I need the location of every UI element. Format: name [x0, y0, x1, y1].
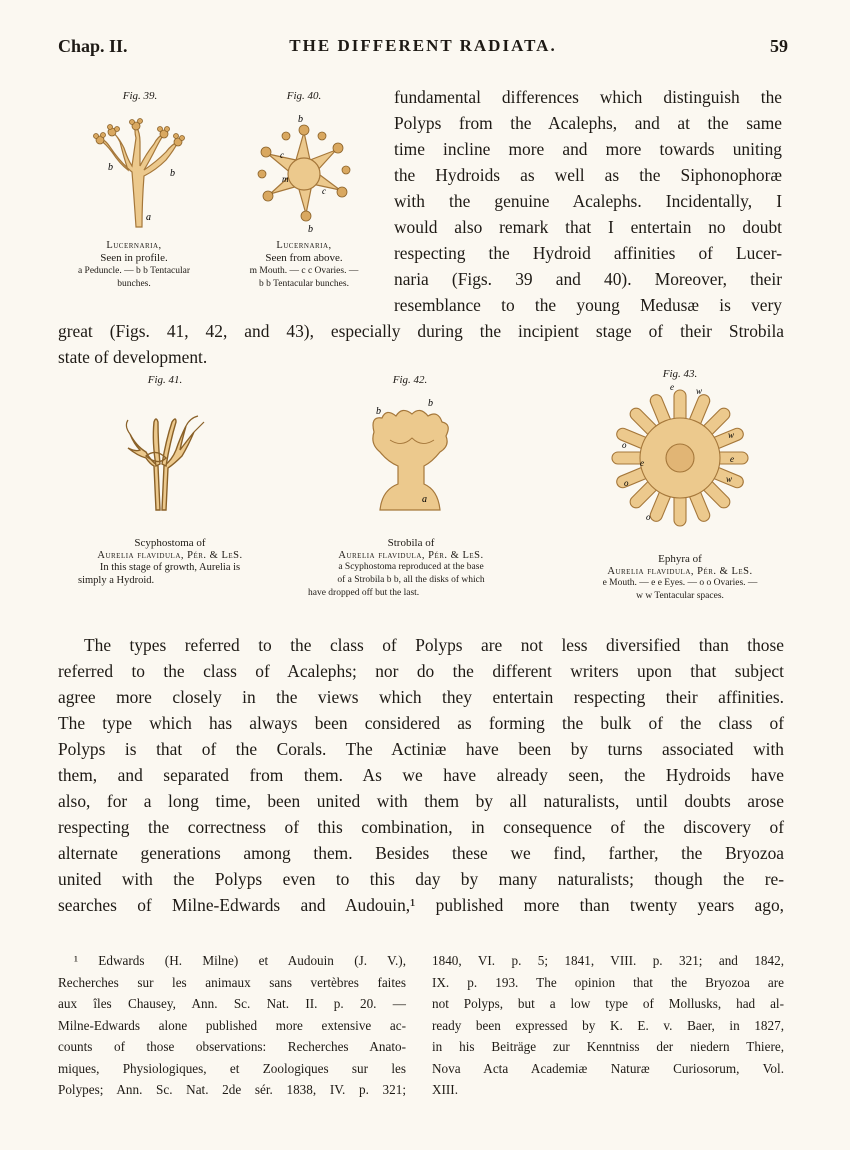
text-line: respecting the correctness of this combination, in consequence of the discovery of	[58, 817, 784, 837]
chapter-label: Chap. II.	[58, 36, 128, 56]
caption-subtitle: Seen in profile.	[100, 252, 168, 264]
footnote-line: Polypes; Ann. Sc. Nat. 2de sér. 1838, IV. p. 321;	[58, 1082, 406, 1097]
caption-note: e Mouth. — e e Eyes. — o o Ovaries. —	[602, 578, 758, 588]
figure-40	[236, 90, 372, 242]
text-line: agree more closely in the views which they entertain respecting their affinities.	[58, 687, 784, 707]
scyphostoma-illustration	[90, 386, 240, 516]
footnote-line: Recherches sur les animaux sans vertèbres faites	[58, 974, 406, 990]
caption-subtitle: Seen from above.	[265, 252, 343, 264]
figure-letter: o	[624, 478, 629, 488]
caption-name: Aurelia flavidula, Pér. & LeS.	[338, 550, 484, 561]
footnote-line: 1840, VI. p. 5; 1841, VIII. p. 321; and 1842,	[432, 953, 784, 968]
text-line: with the genuine Acalephs. Incidentally, I	[394, 191, 782, 211]
figure-letter: a	[422, 494, 427, 505]
text-line: referred to the class of Acalephs; nor do the different writers upon that subject	[58, 661, 784, 681]
footnote-line: counts of those observations: Recherches Anato-	[58, 1039, 406, 1054]
figure-letter: e	[670, 382, 674, 392]
figure-letter: c	[280, 150, 284, 160]
figure-39	[70, 90, 210, 242]
caption-note: have dropped off but the last.	[308, 588, 420, 598]
text-line: Polyps is that of the Corals. The Actiniæ have been by turns associated with	[58, 739, 784, 759]
figure-letter: b	[428, 398, 433, 409]
footnote-line: ready been expressed by K. E. v. Baer, in 1827,	[432, 1017, 784, 1033]
text-line: them, and separated from them. As we have already seen, the Hydroids have	[58, 765, 784, 785]
figure-letter: o	[622, 440, 627, 450]
caption-note: simply a Hydroid.	[78, 575, 155, 586]
running-header	[58, 36, 788, 60]
paragraph-continuation	[58, 318, 784, 370]
caption-name: Lucernaria,	[276, 240, 332, 251]
text-line: respecting the Hydroid affinities of Lucer-	[394, 243, 782, 263]
footnote-line: Milne-Edwards alone published more extensive ac-	[58, 1017, 406, 1033]
caption-note: a Peduncle. — b b Tentacular	[77, 266, 191, 276]
figure-40-caption	[226, 240, 382, 291]
paragraph-top-narrow	[394, 84, 782, 318]
figure-label: Fig. 39.	[122, 90, 158, 102]
text-line: state of development.	[58, 347, 208, 367]
footnote-line: Nova Acta Academiæ Naturæ Curiosorum, Vol.	[432, 1060, 784, 1076]
caption-title: Strobila of	[387, 537, 435, 549]
lucernaria-profile-illustration	[70, 102, 210, 242]
ephyra-illustration	[600, 380, 760, 530]
text-line: Polyps from the Acalephs, and at the same	[394, 113, 782, 133]
text-line: The types referred to the class of Polyps are not less diversified than those	[84, 635, 784, 655]
strobila-illustration	[340, 386, 480, 526]
text-line: searches of Milne-Edwards and Audouin,¹ published more than twenty years ago,	[58, 895, 784, 915]
caption-name: Lucernaria,	[106, 240, 162, 251]
figure-letter: b	[308, 224, 313, 235]
figure-39-caption	[54, 240, 214, 291]
footnote-line: not Polyps, but a low type of Mollusks, had al-	[432, 996, 784, 1011]
footnote-line: XIII.	[432, 1082, 458, 1097]
text-line: united with the Polyps even to this day by many naturalists; though the re-	[58, 869, 784, 889]
caption-note: w w Tentacular spaces.	[636, 591, 724, 601]
figure-43	[600, 368, 760, 530]
footnote-line: ¹ Edwards (H. Milne) et Audouin (J. V.),	[74, 953, 406, 968]
figure-letter: b	[298, 114, 303, 125]
figure-label: Fig. 42.	[392, 374, 428, 386]
text-line: also, for a long time, been united with them by all naturalists, until doubts arose	[58, 791, 784, 811]
figure-42	[340, 374, 480, 526]
caption-name: Aurelia flavidula, Pér. & LeS.	[97, 550, 243, 561]
text-line: time incline more and more towards uniting	[394, 139, 782, 159]
paragraph-polyps-types	[58, 632, 784, 918]
text-line: The type which has always been considered as forming the bulk of the class of	[58, 713, 784, 733]
figure-letter: o	[646, 512, 651, 522]
caption-title: Ephyra of	[658, 553, 702, 565]
caption-name: Aurelia flavidula, Pér. & LeS.	[607, 566, 753, 577]
caption-note: In this stage of growth, Aurelia is	[99, 562, 241, 573]
figure-letter: w	[726, 474, 733, 484]
caption-note: b b Tentacular bunches.	[259, 279, 349, 289]
figure-letter: b	[170, 168, 175, 179]
footnote-left-column	[58, 950, 406, 1101]
figure-letter: a	[146, 212, 151, 223]
caption-note: bunches.	[117, 279, 151, 289]
text-line: resemblance to the young Medusæ is very	[394, 295, 782, 315]
footnote-line: miques, Physiologiques, et Zoologiques sur les	[58, 1060, 406, 1076]
figure-letter: e	[730, 454, 734, 464]
page-number: 59	[770, 36, 788, 56]
figure-letter: w	[728, 430, 735, 440]
figure-41	[90, 374, 240, 516]
figure-label: Fig. 40.	[286, 90, 322, 102]
text-line: fundamental differences which distinguish the	[394, 87, 782, 107]
footnote-line: aux îles Chausey, Ann. Sc. Nat. II. p. 20. —	[58, 996, 406, 1011]
text-line: the Hydroids as well as the Siphonophoræ	[394, 165, 782, 185]
figure-letter: b	[108, 162, 113, 173]
text-line: would also remark that I entertain no doubt	[394, 217, 782, 237]
lucernaria-above-illustration	[236, 102, 372, 242]
figure-letter: b	[376, 406, 381, 417]
figure-letter: m	[282, 174, 289, 184]
text-line: naria (Figs. 39 and 40). Moreover, their	[394, 269, 782, 289]
caption-note: m Mouth. — c c Ovaries. —	[249, 266, 359, 276]
figure-41-caption	[60, 536, 280, 587]
caption-note: a Scyphostoma reproduced at the base	[338, 562, 484, 572]
footnote-line: IX. p. 193. The opinion that the Bryozoa are	[432, 974, 784, 990]
figure-label: Fig. 41.	[147, 374, 183, 386]
footnote-line: in his Beiträge zur Kenntniss der niedern Thiere,	[432, 1039, 784, 1054]
figure-letter: w	[696, 386, 703, 396]
figure-43-caption	[566, 552, 794, 603]
figure-letter: c	[322, 186, 326, 196]
figure-label: Fig. 43.	[662, 368, 698, 380]
figure-letter: e	[640, 458, 644, 468]
figure-42-caption	[300, 536, 522, 600]
caption-title: Scyphostoma of	[134, 537, 206, 549]
page-header-title: THE DIFFERENT RADIATA.	[289, 36, 557, 55]
text-line: great (Figs. 41, 42, and 43), especially during the incipient stage of their Strobila	[58, 321, 784, 341]
footnote-right-column	[432, 950, 784, 1101]
text-line: alternate generations among them. Besides these we find, farther, the Bryozoa	[58, 843, 784, 863]
caption-note: of a Strobila b b, all the disks of which	[337, 575, 485, 585]
